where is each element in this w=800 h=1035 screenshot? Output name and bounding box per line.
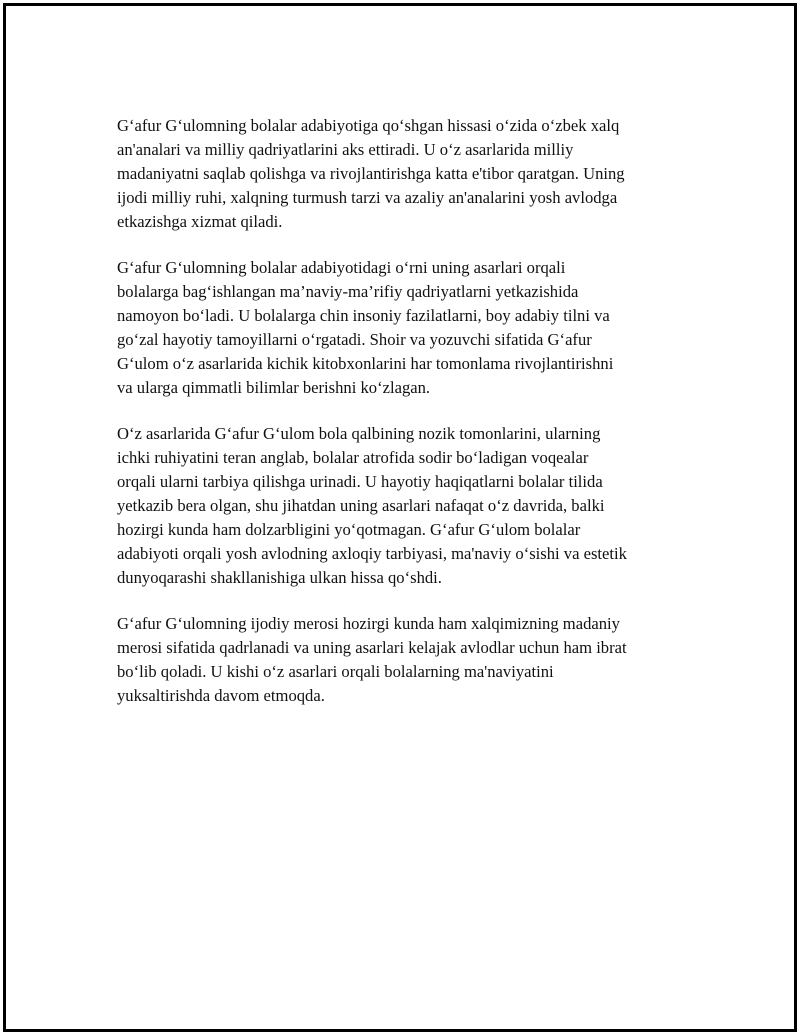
text-line: yuksaltirishda davom etmoqda. [117,686,325,705]
paragraph-2 [117,256,692,400]
text-line: ichki ruhiyatini teran anglab, bolalar atrofida sodir bo‘ladigan voqealar [117,448,589,467]
document-body [117,114,692,730]
text-line: an'analari va milliy qadriyatlarini aks ettiradi. U o‘z asarlarida milliy [117,140,574,159]
text-line: G‘ulom o‘z asarlarida kichik kitobxonlarini har tomonlama rivojlantirishni [117,354,614,373]
text-line: namoyon bo‘ladi. U bolalarga chin insoniy fazilatlarni, boy adabiy tilni va [117,306,610,325]
paragraph-1 [117,114,692,234]
text-line: orqali ularni tarbiya qilishga urinadi. U hayotiy haqiqatlarni bolalar tilida [117,472,603,491]
paragraph-4 [117,612,692,708]
text-line: madaniyatni saqlab qolishga va rivojlantirishga katta e'tibor qaratgan. Uning [117,164,625,183]
text-line: G‘afur G‘ulomning ijodiy merosi hozirgi kunda ham xalqimizning madaniy [117,614,620,633]
text-line: etkazishga xizmat qiladi. [117,212,283,231]
text-line: G‘afur G‘ulomning bolalar adabiyotiga qo‘shgan hissasi o‘zida o‘zbek xalq [117,116,620,135]
text-line: dunyoqarashi shakllanishiga ulkan hissa qo‘shdi. [117,568,442,587]
text-line: merosi sifatida qadrlanadi va uning asarlari kelajak avlodlar uchun ham ibrat [117,638,627,657]
text-line: ijodi milliy ruhi, xalqning turmush tarzi va azaliy an'analarini yosh avlodga [117,188,618,207]
text-line: O‘z asarlarida G‘afur G‘ulom bola qalbining nozik tomonlarini, ularning [117,424,601,443]
text-line: G‘afur G‘ulomning bolalar adabiyotidagi o‘rni uning asarlari orqali [117,258,566,277]
text-line: adabiyoti orqali yosh avlodning axloqiy tarbiyasi, ma'naviy o‘sishi va estetik [117,544,627,563]
paragraph-3 [117,422,692,590]
text-line: yetkazib bera olgan, shu jihatdan uning asarlari nafaqat o‘z davrida, balki [117,496,605,515]
text-line: va ularga qimmatli bilimlar berishni ko‘zlagan. [117,378,431,397]
text-line: bo‘lib qoladi. U kishi o‘z asarlari orqali bolalarning ma'naviyatini [117,662,554,681]
text-line: bolalarga bag‘ishlangan ma’naviy-ma’rifiy qadriyatlarni yetkazishida [117,282,579,301]
text-line: hozirgi kunda ham dolzarbligini yo‘qotmagan. G‘afur G‘ulom bolalar [117,520,581,539]
text-line: go‘zal hayotiy tamoyillarni o‘rgatadi. Shoir va yozuvchi sifatida G‘afur [117,330,592,349]
